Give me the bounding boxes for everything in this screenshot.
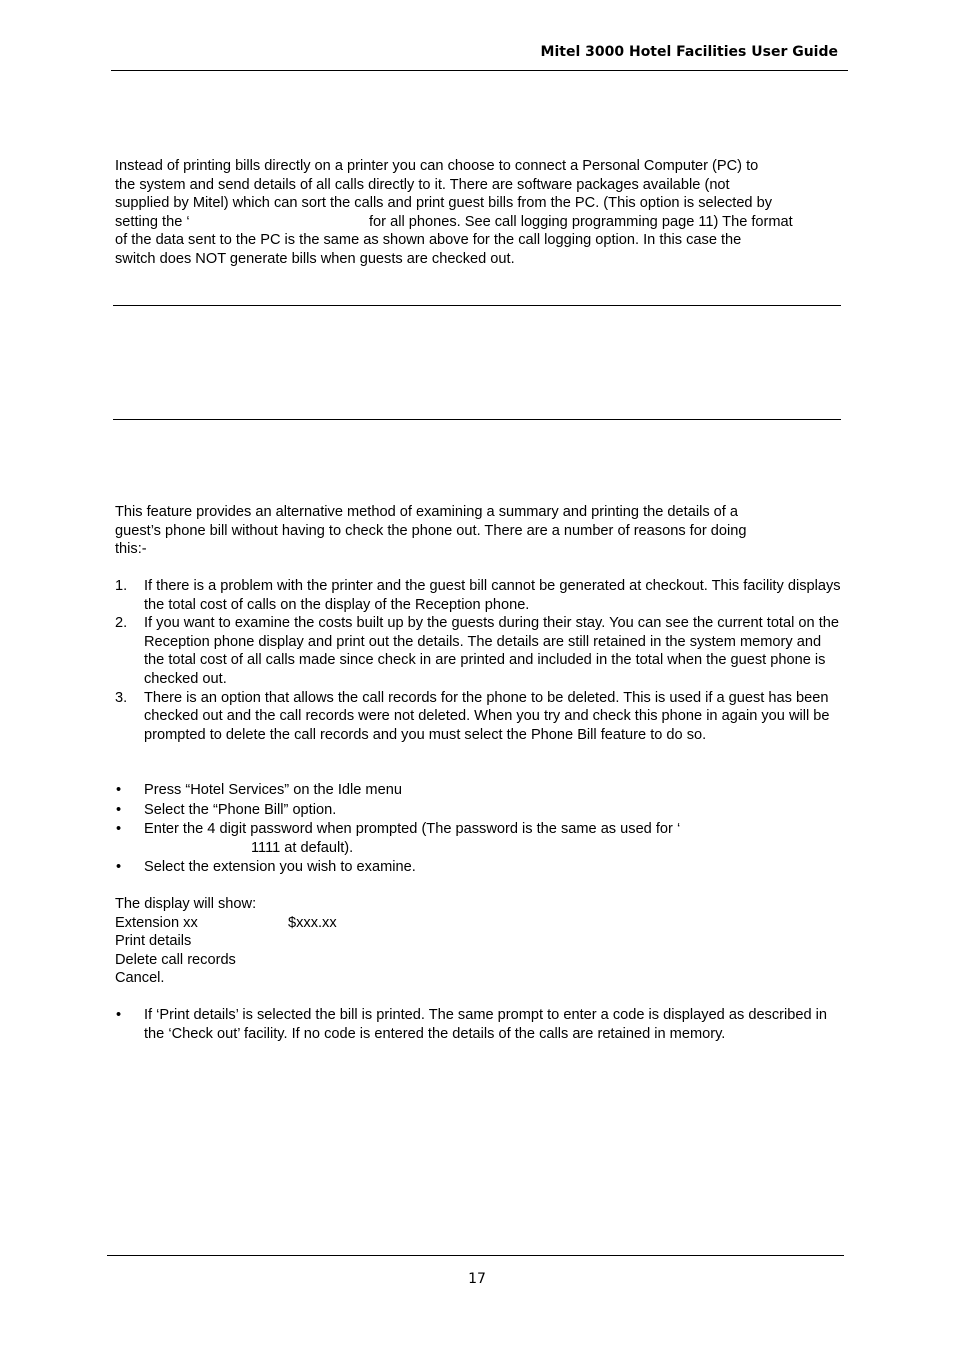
steps-list: [115, 781, 843, 877]
list-item: [115, 689, 843, 745]
list-item-text: If you want to examine the costs built up by the guests during their stay. You can see the current total on the Reception phone display and print out the details. The details are still retained in the system memory and the total cost of all calls made since check in are printed and included in the total when the guest phone is checked out.: [144, 615, 839, 687]
display-line: [115, 914, 843, 933]
list-number: 1.: [115, 578, 128, 594]
print-note-list: [115, 1006, 843, 1043]
display-option: Delete call records: [115, 951, 236, 968]
list-number: 2.: [115, 615, 128, 632]
list-item-text: There is an option that allows the call records for the phone to be deleted. This is used if a guest has been checked out and the call records were not deleted. When you try and check this phone in again you will be prompted to delete the call records and you must select the Phone Bill feature to do so.: [144, 689, 830, 743]
list-item-text: Select the “Phone Bill” option.: [144, 801, 337, 818]
list-item-text: If ‘Print details’ is selected the bill is printed. The same prompt to enter a code is displayed as described in the ‘Check out’ facility. If no code is entered the details of the calls are retained in memory.: [144, 1007, 828, 1042]
list-item: [115, 614, 843, 688]
text-line: guest’s phone bill without having to check the phone out. There are a number of reasons for doing: [115, 522, 747, 539]
display-intro: The display will show:: [115, 896, 257, 912]
text-line: Instead of printing bills directly on a printer you can choose to connect a Personal Computer (PC) to: [115, 158, 759, 174]
list-item-text: 1111 at default).: [251, 839, 354, 856]
text-line: the system and send details of all calls directly to it. There are software packages available (not: [115, 176, 730, 193]
list-item-text: If there is a problem with the printer and the guest bill cannot be generated at checkout. This facility displays the total cost of calls on the display of the Reception phone.: [144, 578, 841, 613]
text-line: This feature provides an alternative method of examining a summary and printing the details of a: [115, 504, 739, 520]
text-line: [115, 213, 843, 232]
text-line: supplied by Mitel) which can sort the calls and print guest bills from the PC. (This option is selected by: [115, 195, 773, 212]
text-line: of the data sent to the PC is the same as shown above for the call logging option. In this case the: [115, 232, 742, 249]
text-line: switch does NOT generate bills when guests are checked out.: [115, 250, 515, 267]
list-item: [115, 801, 843, 820]
list-item: [115, 1006, 843, 1043]
header-rule: [111, 70, 848, 71]
list-item-text: Enter the 4 digit password when prompted (The password is the same as used for ‘: [144, 821, 681, 838]
page-number: 17: [468, 1271, 486, 1287]
list-item: [115, 781, 843, 800]
bullet-icon: •: [116, 821, 122, 838]
bullet-icon: •: [116, 782, 122, 798]
list-item: [115, 577, 843, 614]
list-item-text: Press “Hotel Services” on the Idle menu: [144, 782, 402, 798]
phone-bill-intro: [115, 503, 843, 559]
display-extension: Extension xx: [115, 914, 198, 931]
bullet-icon: •: [116, 859, 122, 876]
display-option: Cancel.: [115, 970, 165, 987]
reasons-list: [115, 577, 843, 744]
bullet-icon: •: [116, 801, 122, 818]
text-fragment: setting the ‘: [115, 213, 190, 230]
pc-section-paragraph: [115, 157, 843, 269]
bullet-icon: •: [116, 1007, 122, 1023]
section-divider: [113, 419, 841, 420]
section-divider: [113, 305, 841, 306]
list-item: [115, 820, 843, 857]
display-option: Print details: [115, 933, 192, 950]
list-number: 3.: [115, 689, 128, 706]
display-amount: $xxx.xx: [288, 914, 337, 931]
list-item: [115, 858, 843, 877]
text-line: this:-: [115, 541, 147, 558]
header-title: Mitel 3000 Hotel Facilities User Guide: [540, 44, 838, 60]
text-fragment: for all phones. See call logging programming page 11) The format: [369, 213, 793, 230]
footer-rule: [107, 1255, 844, 1256]
display-example: [115, 895, 843, 988]
list-item-text: Select the extension you wish to examine.: [144, 859, 416, 876]
